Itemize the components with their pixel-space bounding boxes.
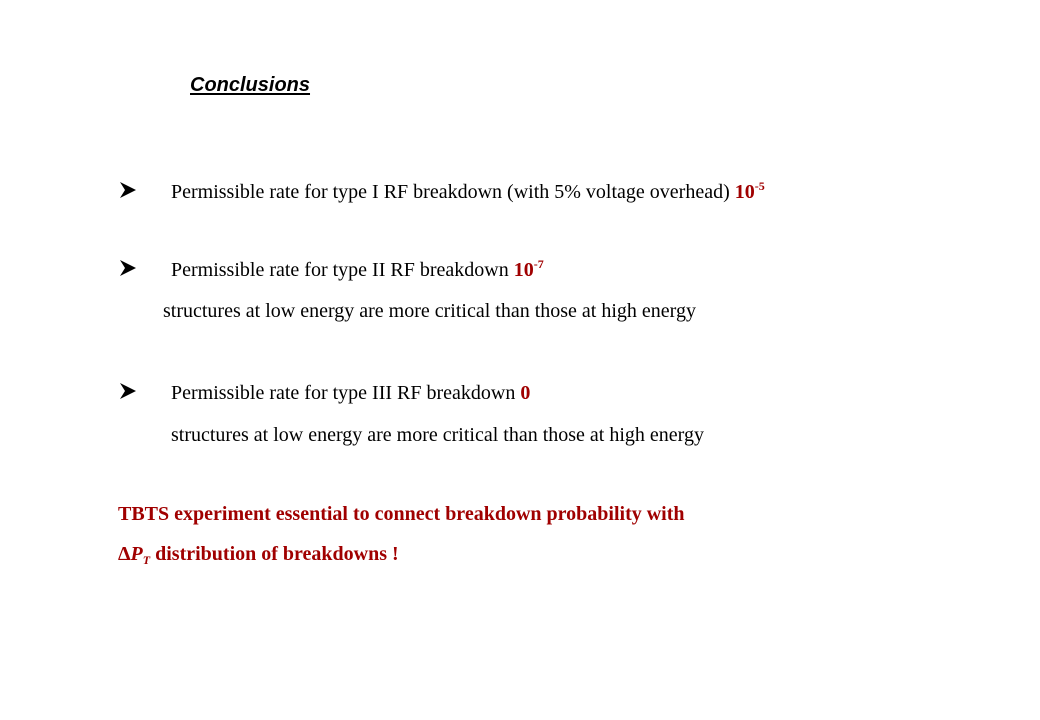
p-subscript: T — [142, 553, 151, 567]
bullet-item-1-rate: $10^{-5}$ — [734, 179, 765, 203]
conclusion-line-2 — [118, 543, 399, 566]
bullet-item-3-text: Permissible rate for type III RF breakdown — [171, 382, 521, 404]
arrowhead-bullet-icon — [118, 381, 138, 401]
bullet-item-2-note: structures at low energy are more critical than those at high energy — [163, 300, 696, 322]
delta-symbol: Δ — [118, 543, 131, 565]
bullet-item-2 — [171, 259, 544, 282]
bullet-item-3-rate: 0 — [520, 382, 531, 404]
bullet-item-1-text: Permissible rate for type I RF breakdown (with 5% voltage overhead) — [171, 181, 735, 203]
bullet-item-2-rate: $10^{-7}$ — [513, 257, 544, 281]
bullet-item-1 — [171, 181, 765, 204]
bullet-item-3 — [171, 382, 530, 405]
p-symbol: P — [130, 543, 143, 565]
slide-title: Conclusions — [190, 74, 311, 96]
arrowhead-bullet-icon — [118, 180, 138, 200]
conclusion-line-2-text: distribution of breakdowns ! — [150, 543, 399, 565]
bullet-item-3-note: structures at low energy are more critical than those at high energy — [171, 424, 704, 446]
conclusion-line-1: TBTS experiment essential to connect breakdown probability with — [118, 503, 685, 525]
arrowhead-bullet-icon — [118, 258, 138, 278]
bullet-item-2-text: Permissible rate for type II RF breakdown — [171, 259, 514, 281]
